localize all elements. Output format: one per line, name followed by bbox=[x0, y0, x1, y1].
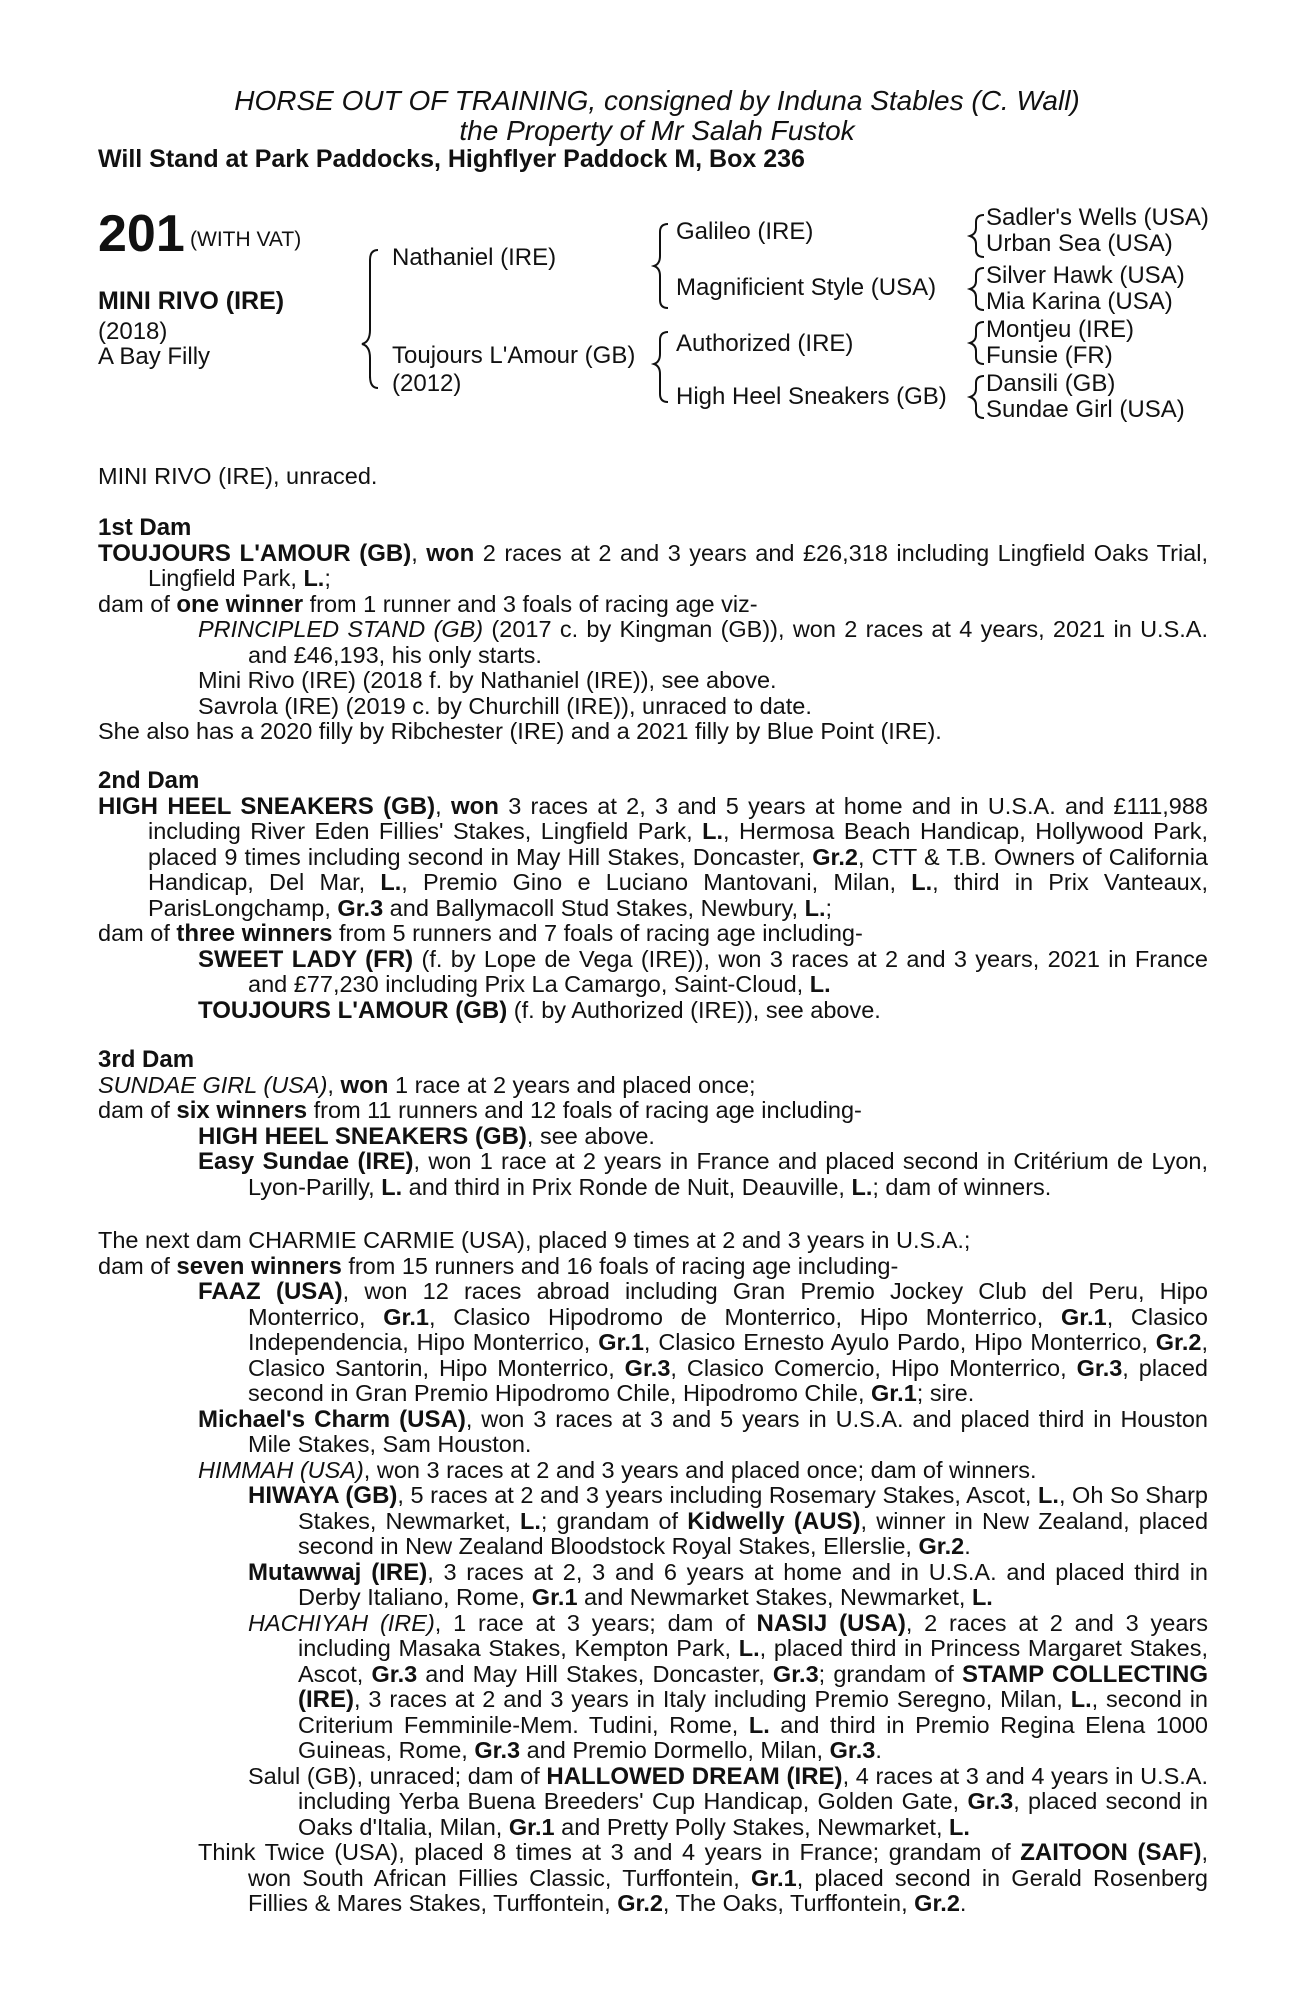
dam-year: (2012) bbox=[392, 370, 462, 397]
dam-sire-dam: Funsie (FR) bbox=[986, 342, 1113, 369]
produce-summary: dam of one winner from 1 runner and 3 foals of racing age viz- bbox=[98, 590, 758, 618]
horse-year: (2018) bbox=[98, 318, 168, 345]
produce-item: HIGH HEEL SNEAKERS (GB), see above. bbox=[198, 1122, 655, 1150]
consignor-line: HORSE OUT OF TRAINING, consigned by Induna Stables (C. Wall) bbox=[234, 85, 1080, 116]
produce-summary: dam of three winners from 5 runners and 7 foals of racing age including- bbox=[98, 920, 863, 947]
property-line: the Property of Mr Salah Fustok bbox=[459, 115, 855, 146]
vat-note: (WITH VAT) bbox=[190, 228, 302, 251]
produce-item: Easy Sundae (IRE), won 1 race at 2 years in France and placed second in Critérium de Lyon, Lyon-Parilly, L. and third in Prix Ronde de Nuit, Deauville, L.; dam of winners. bbox=[198, 1148, 1209, 1200]
stand-location: Will Stand at Park Paddocks, Highflyer Paddock M, Box 236 bbox=[98, 145, 805, 173]
sire-sire-sire: Sadler's Wells (USA) bbox=[986, 204, 1209, 231]
produce-item: HIMMAH (USA), won 3 races at 2 and 3 years and placed once; dam of winners. bbox=[198, 1456, 1037, 1483]
dam: Toujours L'Amour (GB) bbox=[392, 342, 636, 369]
produce-item: HACHIYAH (IRE), 1 race at 3 years; dam of NASIJ (USA), 2 races at 2 and 3 years including Masaka Stakes, Kempton Park, L., placed third in Princess Margaret Stakes, Ascot, Gr.3 and May Hill Stakes, Doncaster, Gr.3; grandam of STAMP COLLECTING (IRE), 3 races at 2 and 3 years in Italy including Premio Seregno, Milan, L., second in Criterium Femminile-Mem. Tudini, Rome, L. and third in Premio Regina Elena 1000 Guineas, Rome, Gr.3 and Premio Dormello, Milan, Gr.3. bbox=[248, 1609, 1209, 1763]
section-heading: 3rd Dam bbox=[98, 1046, 195, 1073]
horse-description: A Bay Filly bbox=[98, 343, 211, 370]
dam-dam-sire: Dansili (GB) bbox=[986, 370, 1116, 397]
produce-item: TOUJOURS L'AMOUR (GB) (f. by Authorized (IRE)), see above. bbox=[198, 996, 881, 1024]
produce-summary: dam of six winners from 11 runners and 12 foals of racing age including- bbox=[98, 1097, 862, 1124]
produce-item: Michael's Charm (USA), won 3 races at 3 and 5 years in U.S.A. and placed third in Houston Mile Stakes, Sam Houston. bbox=[198, 1405, 1208, 1457]
sire-sire-dam: Urban Sea (USA) bbox=[986, 230, 1173, 257]
produce-summary: dam of seven winners from 15 runners and 16 foals of racing age including- bbox=[98, 1252, 899, 1280]
first-dam-section bbox=[98, 515, 1208, 745]
produce-note: She also has a 2020 filly by Ribchester (IRE) and a 2021 filly by Blue Point (IRE). bbox=[98, 718, 942, 744]
dam-record: HIGH HEEL SNEAKERS (GB), won 3 races at 2, 3 and 5 years at home and in U.S.A. and £111,988 including River Eden Fillies' Stakes, Lingfield Park, L., Hermosa Beach Handicap, Hollywood Park, placed 9 times including second in May Hill Stakes, Doncaster, Gr.2, CTT & T.B. Owners of California Handicap, Del Mar, L., Premio Gino e Luciano Mantovani, Milan, L., third in Prix Vanteaux, ParisLongchamp, Gr.3 and Ballymacoll Stud Stakes, Newbury, L.; bbox=[98, 792, 1209, 921]
produce-item: Mini Rivo (IRE) (2018 f. by Nathaniel (IRE)), see above. bbox=[198, 667, 777, 693]
second-dam-section bbox=[98, 768, 1208, 1023]
sire-dam-dam: Mia Karina (USA) bbox=[986, 288, 1173, 315]
section-heading: 1st Dam bbox=[98, 514, 192, 541]
dam-record: SUNDAE GIRL (USA), won 1 race at 2 years and placed once; bbox=[98, 1071, 756, 1099]
produce-item: Think Twice (USA), placed 8 times at 3 and 4 years in France; grandam of ZAITOON (SAF), won South African Fillies Classic, Turffontein, Gr.1, placed second in Gerald Rosenberg Fillies & Mares Stakes, Turffontein, Gr.2, The Oaks, Turffontein, Gr.2. bbox=[198, 1839, 1208, 1916]
sire-dam-sire: Silver Hawk (USA) bbox=[986, 262, 1185, 289]
produce-item: Savrola (IRE) (2019 c. by Churchill (IRE)), unraced to date. bbox=[198, 692, 812, 719]
fourth-dam-section bbox=[98, 1228, 1208, 1917]
dam-record: The next dam CHARMIE CARMIE (USA), placed 9 times at 2 and 3 years in U.S.A.; bbox=[98, 1227, 971, 1253]
produce-item: Salul (GB), unraced; dam of HALLOWED DREAM (IRE), 4 races at 3 and 4 years in U.S.A. including Yerba Buena Breeders' Cup Handicap, Golden Gate, Gr.3, placed second in Oaks d'Italia, Milan, Gr.1 and Pretty Polly Stakes, Newmarket, L. bbox=[248, 1762, 1208, 1840]
horse-name: MINI RIVO (IRE) bbox=[98, 287, 285, 315]
sire-sire: Galileo (IRE) bbox=[676, 218, 814, 245]
produce-item: Mutawwaj (IRE), 3 races at 2, 3 and 6 years at home and in U.S.A. and placed third in Derby Italiano, Rome, Gr.1 and Newmarket Stakes, Newmarket, L. bbox=[248, 1558, 1208, 1610]
section-heading: 2nd Dam bbox=[98, 767, 200, 794]
sire: Nathaniel (IRE) bbox=[392, 244, 557, 271]
produce-item: PRINCIPLED STAND (GB) (2017 c. by Kingman (GB)), won 2 races at 4 years, 2021 in U.S.A. and £46,193, his only starts. bbox=[198, 616, 1208, 668]
dam-sire: Authorized (IRE) bbox=[676, 330, 854, 357]
produce-item: FAAZ (USA), won 12 races abroad including Gran Premio Jockey Club del Peru, Hipo Monterrico, Gr.1, Clasico Hipodromo de Monterrico, Hipo Monterrico, Gr.1, Clasico Independencia, Hipo Monterrico, Gr.1, Clasico Ernesto Ayulo Pardo, Hipo Monterrico, Gr.2, Clasico Santorin, Hipo Monterrico, Gr.3, Clasico Comercio, Hipo Monterrico, Gr.3, placed second in Gran Premio Hipodromo Chile, Hipodromo Chile, Gr.1; sire. bbox=[198, 1278, 1208, 1406]
dam-dam-dam: Sundae Girl (USA) bbox=[986, 396, 1185, 423]
dam-record: TOUJOURS L'AMOUR (GB), won 2 races at 2 and 3 years and £26,318 including Lingfield Oaks Trial, Lingfield Park, L.; bbox=[98, 539, 1209, 591]
third-dam-section bbox=[98, 1047, 1208, 1200]
lot-number: 201 bbox=[98, 205, 185, 263]
dam-dam: High Heel Sneakers (GB) bbox=[676, 383, 947, 410]
racing-summary: MINI RIVO (IRE), unraced. bbox=[98, 463, 378, 489]
produce-item: HIWAYA (GB), 5 races at 2 and 3 years including Rosemary Stakes, Ascot, L., Oh So Sharp Stakes, Newmarket, L.; grandam of Kidwelly (AUS), winner in New Zealand, placed second in New Zealand Bloodstock Royal Stakes, Ellerslie, Gr.2. bbox=[248, 1482, 1209, 1559]
dam-sire-sire: Montjeu (IRE) bbox=[986, 316, 1135, 343]
produce-item: SWEET LADY (FR) (f. by Lope de Vega (IRE)), won 3 races at 2 and 3 years, 2021 in France and £77,230 including Prix La Camargo, Saint-Cloud, L. bbox=[198, 945, 1208, 997]
sire-dam: Magnificient Style (USA) bbox=[676, 274, 937, 301]
